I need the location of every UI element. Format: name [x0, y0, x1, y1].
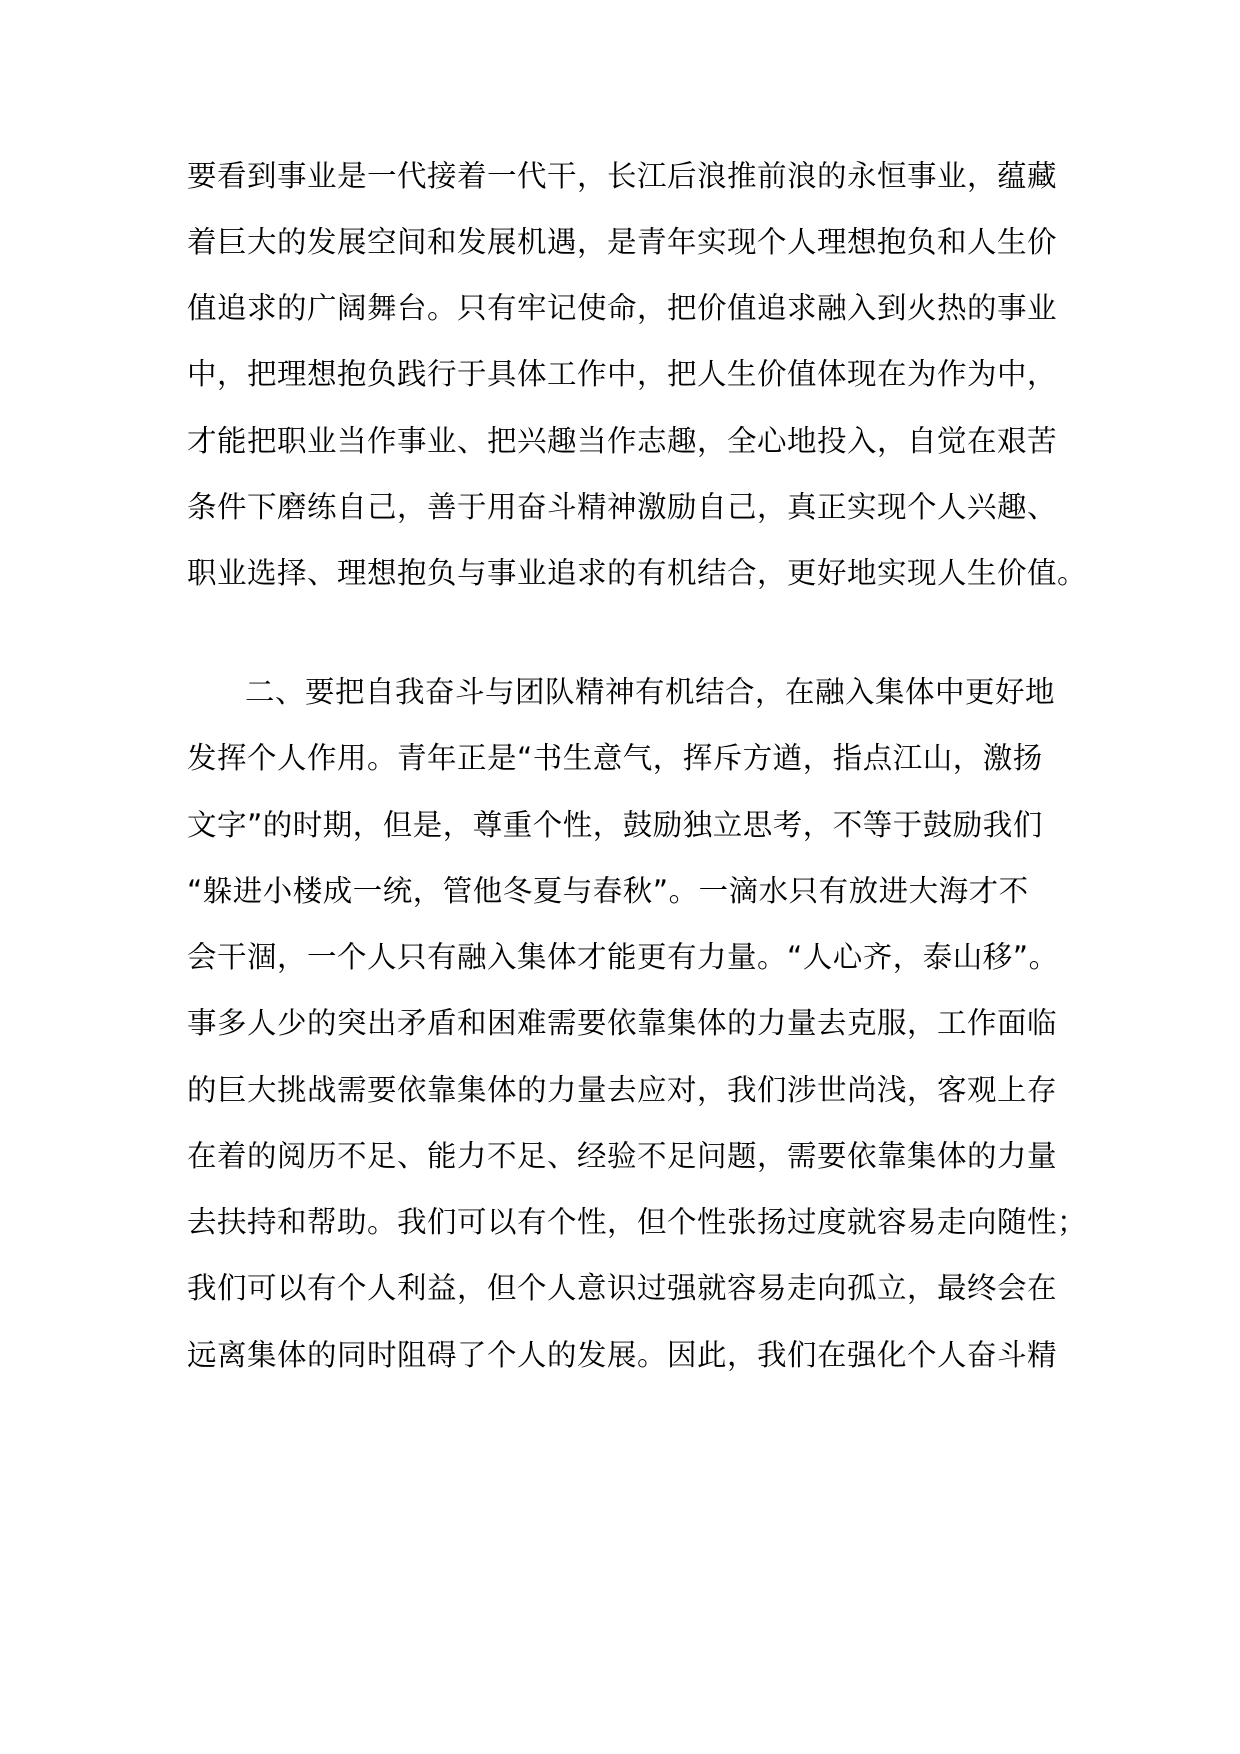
text-line: 文字”的时期，但是，尊重个性，鼓励独立思考，不等于鼓励我们 — [187, 808, 1043, 842]
text-line: 条件下磨练自己，善于用奋斗精神激励自己，真正实现个人兴趣、 — [187, 490, 1058, 524]
text-line: 中，把理想抱负践行于具体工作中，把人生价值体现在为作为中， — [187, 357, 1058, 391]
text-line: “躲进小楼成一统，管他冬夏与春秋”。一滴水只有放进大海才不 — [187, 874, 1029, 908]
text-line: 会干涸，一个人只有融入集体才能更有力量。“人心齐，泰山移”。 — [187, 940, 1059, 974]
text-line: 我们可以有个人利益，但个人意识过强就容易走向孤立，最终会在 — [187, 1271, 1058, 1305]
text-line: 着巨大的发展空间和发展机遇，是青年实现个人理想抱负和人生价 — [187, 225, 1058, 259]
text-line: 在着的阅历不足、能力不足、经验不足问题，需要依靠集体的力量 — [187, 1139, 1058, 1173]
text-line: 去扶持和帮助。我们可以有个性，但个性张扬过度就容易走向随性； — [187, 1205, 1088, 1239]
text-line: 职业选择、理想抱负与事业追求的有机结合，更好地实现人生价值。 — [187, 556, 1088, 590]
text-line: 的巨大挑战需要依靠集体的力量去应对，我们涉世尚浅，客观上存 — [187, 1073, 1058, 1107]
text-line: 二、要把自我奋斗与团队精神有机结合，在融入集体中更好地 — [245, 675, 1056, 709]
text-line: 发挥个人作用。青年正是“书生意气，挥斥方遒，指点江山，激扬 — [187, 741, 1043, 775]
text-line: 值追求的广阔舞台。只有牢记使命，把价值追求融入到火热的事业 — [187, 291, 1058, 325]
text-line: 才能把职业当作事业、把兴趣当作志趣，全心地投入，自觉在艰苦 — [187, 424, 1058, 458]
text-line: 远离集体的同时阻碍了个人的发展。因此，我们在强化个人奋斗精 — [187, 1338, 1058, 1372]
text-line: 事多人少的突出矛盾和困难需要依靠集体的力量去克服，工作面临 — [187, 1006, 1058, 1040]
text-line: 要看到事业是一代接着一代干，长江后浪推前浪的永恒事业，蕴藏 — [187, 159, 1058, 193]
